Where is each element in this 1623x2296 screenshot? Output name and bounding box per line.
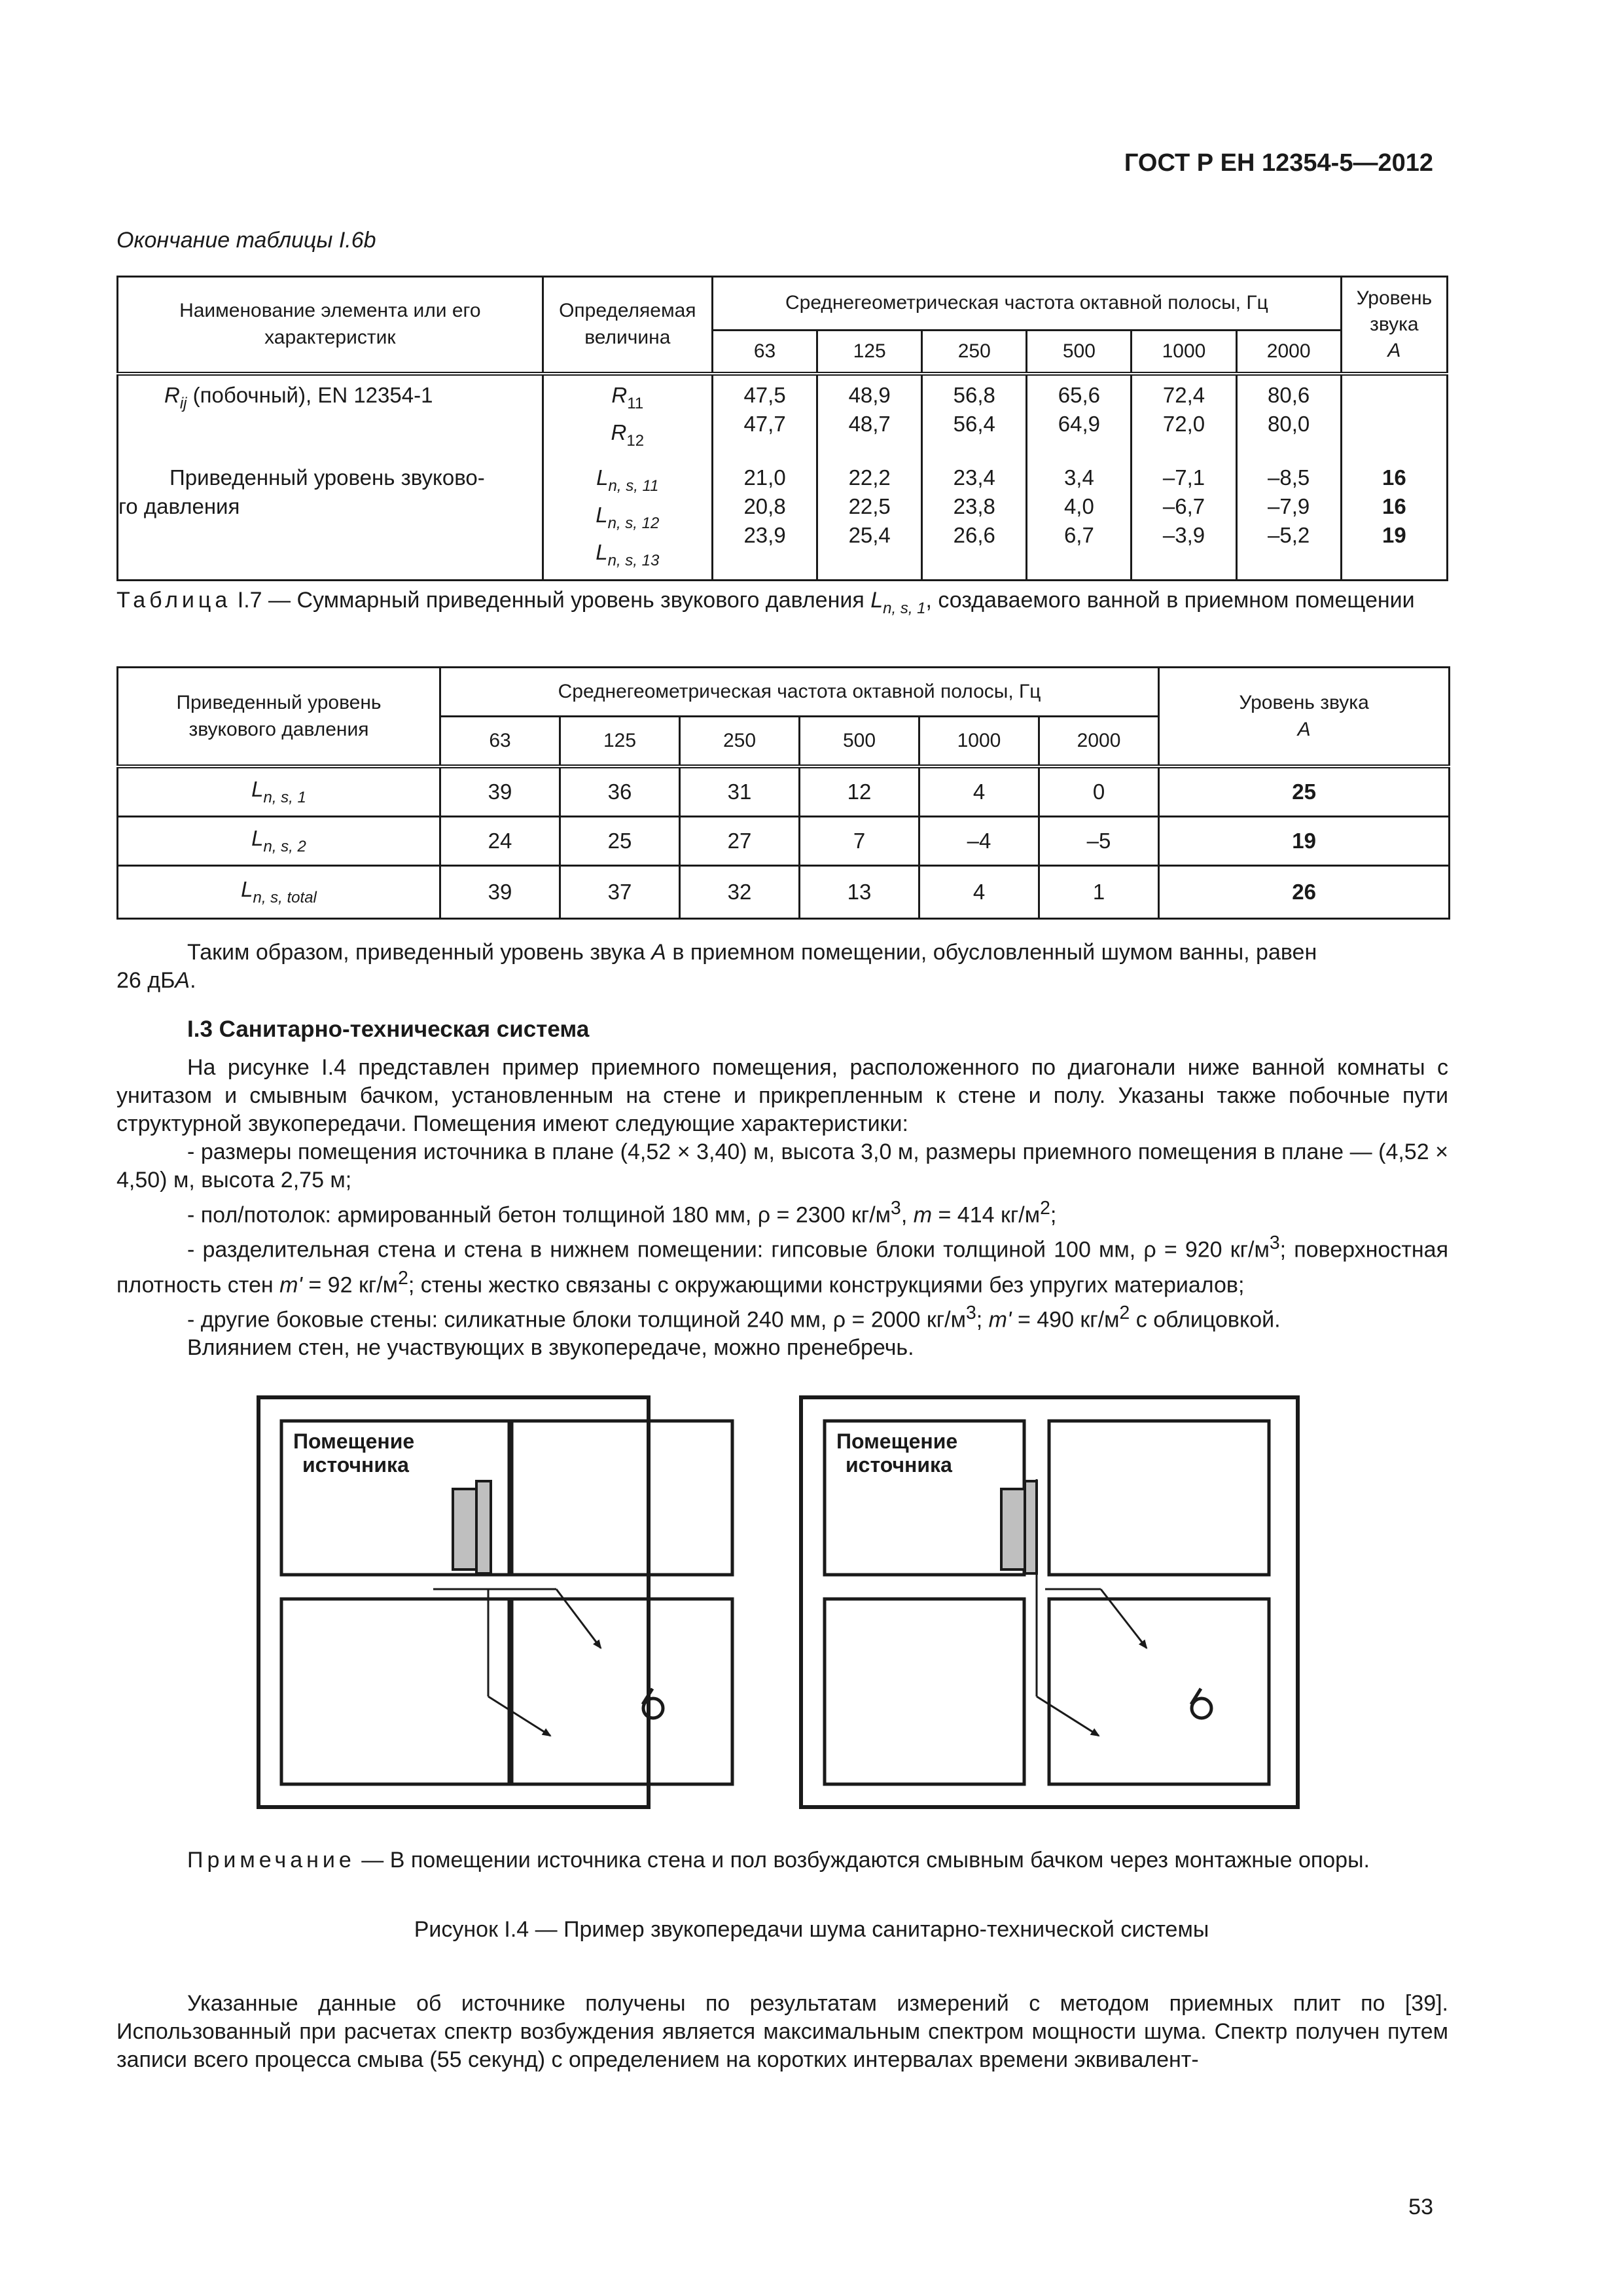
cell-value: 72,4 72,0 [1132,374,1236,459]
figure-note: Примечание — В помещении источника стена и пол возбуждаются смывным бачком через монтажные опоры. [187,1848,1370,1873]
closing-paragraph: Указанные данные об источнике получены по результатам измерений с методом приемных плит по [39]. Использованный при расчетах спектр возбуждения является максимальным спектром мощности шума. Спектр получен путем записи всего процесса смыва (55 секунд) с определением на коротких интервалах времени эквивалент- [116,1991,1448,2072]
cell-value: 4 [919,766,1039,817]
cell-value: 36 [560,766,680,817]
cell-value: –5 [1039,817,1159,866]
cell-value: 23,4 23,8 26,6 [922,459,1027,581]
freq-header: 250 [680,717,800,767]
cell-value: 12 [800,766,919,817]
cell-level: 19 [1159,817,1450,866]
cell-value: 21,0 20,8 23,9 [713,459,817,581]
room-upper-right-left [512,1421,732,1575]
freq-header: 500 [800,717,919,767]
cistern-tank-left [476,1481,491,1573]
section-body [116,1054,1448,1362]
row-quantity: $R_{11}$ $R_{12}$ [543,374,712,459]
table-i7 [116,666,1450,920]
header-quantity: Определяемая величина [543,277,712,374]
header-frequency-group: Среднегеометрическая частота октавной полосы, Гц [440,668,1159,717]
list-item: - пол/потолок: армированный бетон толщиной 180 мм, ρ = 2300 $кг/м^3$, m = 414 $кг/м^2$; [187,1198,1057,1228]
room-upper-right-right [1049,1421,1269,1575]
cell-value: 32 [680,866,800,919]
cell-value: –7,1 –6,7 –3,9 [1132,459,1236,581]
cistern-mount-left [453,1489,476,1570]
header-sound-level: Уровень звука A [1159,668,1450,767]
freq-header: 250 [922,331,1027,374]
paragraph: Влиянием стен, не участвующих в звукопередаче, можно пренебречь. [187,1335,914,1361]
list-item: - другие боковые стены: силикатные блоки толщиной 240 мм, ρ = 2000 $кг/м^3$; m' = 490 $кг/м^2$ с облицовкой. [187,1302,1281,1333]
cell-value: 3,4 4,0 6,7 [1027,459,1132,581]
freq-header: 2000 [1039,717,1159,767]
cell-level: 26 [1159,866,1450,919]
cell-value: 27 [680,817,800,866]
freq-header: 1000 [1132,331,1236,374]
cell-value: 4 [919,866,1039,919]
row-name: $L_{n, s, 1}$ [118,766,440,817]
cell-value: 47,5 47,7 [713,374,817,459]
cell-value: 7 [800,817,919,866]
table-continuation-label: Окончание таблицы I.6b [116,228,376,253]
figure-caption: Рисунок I.4 — Пример звукопередачи шума санитарно-технической системы [414,1917,1209,1942]
table-i7-caption: Таблица I.7 — Суммарный приведенный уровень звукового давления $L_{n, s, 1}$, создаваемого ванной в приемном помещении [116,588,1415,617]
cell-value: 31 [680,766,800,817]
table-row [118,766,1450,817]
source-room-label-right: Помещение источника [836,1429,958,1477]
cell-value: 25 [560,817,680,866]
cell-level: 25 [1159,766,1450,817]
cell-value: 48,9 48,7 [817,374,922,459]
freq-header: 1000 [919,717,1039,767]
row-quantity: $L_{n, s, 11}$ $L_{n, s, 12}$ $L_{n, s, 13}$ [543,459,712,581]
paragraph: На рисунке I.4 представлен пример приемного помещения, расположенного по диагонали ниже ванной комнаты с унитазом и смывным бачком, установленным на стене и прикрепленным к стене и полу. Указаны также побочные пути структурной звукопередачи. Помещения имеют следующие характеристики: [116,1055,1448,1136]
cell-value: 24 [440,817,560,866]
list-item: - размеры помещения источника в плане (4,52 × 3,40) м, высота 3,0 м, размеры приемного помещения в плане — (4,52 × 4,50) м, высота 2,75 м; [116,1139,1448,1193]
cell-value: 56,8 56,4 [922,374,1027,459]
freq-header: 63 [713,331,817,374]
source-room-label-left: Помещение источника [293,1429,415,1477]
header-frequency-group: Среднегеометрическая частота октавной полосы, Гц [713,277,1342,331]
cell-value: 65,6 64,9 [1027,374,1132,459]
cistern-tank-right [1025,1481,1037,1573]
document-code: ГОСТ Р ЕН 12354-5—2012 [1124,149,1433,177]
table-row [118,459,1448,581]
room-lower-left-left [281,1599,509,1784]
room-lower-left-right [825,1599,1024,1784]
freq-header: 2000 [1236,331,1341,374]
table-i6b [116,276,1448,581]
row-name: $R_{ij}$ (побочный), EN 12354-1 [118,374,543,459]
header-sound-level: Уровень звука A [1341,277,1447,374]
freq-header: 125 [817,331,922,374]
cell-value: 22,2 22,5 25,4 [817,459,922,581]
freq-header: 63 [440,717,560,767]
cell-value: –4 [919,817,1039,866]
figure-i4 [255,1394,1302,1813]
cell-value: 0 [1039,766,1159,817]
cell-value: –8,5 –7,9 –5,2 [1236,459,1341,581]
table-row [118,817,1450,866]
table-row [118,374,1448,459]
cell-value: 39 [440,866,560,919]
cell-value: 80,6 80,0 [1236,374,1341,459]
list-item: - разделительная стена и стена в нижнем помещении: гипсовые блоки толщиной 100 мм, ρ = 920 $кг/м^3$; поверхностная плотность стен m' = 92 $кг/м^2$; стены жестко связаны с окружающими конструкциями без упругих материалов; [116,1232,1448,1297]
freq-header: 500 [1027,331,1132,374]
receiving-room-left [512,1599,732,1784]
freq-header: 125 [560,717,680,767]
cell-value: 39 [440,766,560,817]
page-number: 53 [1408,2195,1433,2219]
row-name: $L_{n, s, 2}$ [118,817,440,866]
header-element-name: Наименование элемента или его характеристик [118,277,543,374]
receiving-room-right [1049,1599,1269,1784]
cistern-mount-right [1001,1489,1025,1570]
cell-value: 37 [560,866,680,919]
conclusion-paragraph: Таким образом, приведенный уровень звука A в приемном помещении, обусловленный шумом ванны, равен 26 дБA. [116,940,1317,993]
cell-level [1341,374,1447,459]
row-name: $L_{n, s, total}$ [118,866,440,919]
cell-value: 1 [1039,866,1159,919]
table-row [118,866,1450,919]
row-name: Приведенный уровень звуково- го давления [118,459,543,581]
cell-value: 13 [800,866,919,919]
cell-level: 16 16 19 [1341,459,1447,581]
header-level-name: Приведенный уровень звукового давления [118,668,440,767]
section-title: I.3 Санитарно-техническая система [187,1016,590,1042]
